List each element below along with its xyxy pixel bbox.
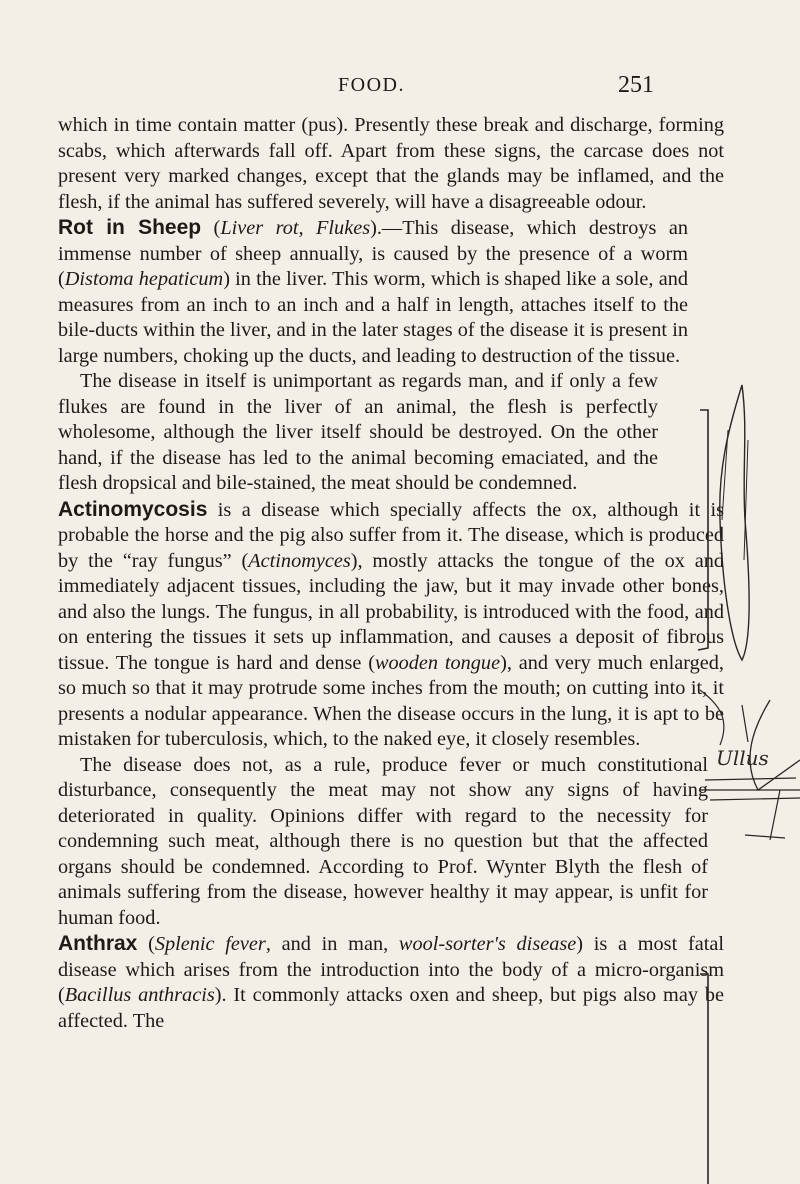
paragraph-rot-in-sheep: Rot in Sheep (Liver rot, Flukes).—This disease, which destroys an immense number of sheep annually, is caused by the presence of a worm (Distoma hepaticum) in the liver. This worm, which is shaped like a sole, and measures from an inch to an inch and a half in length, attaches itself to the bile-ducts within the liver, and in the later stages of the disease it is present in large numbers, choking up the ducts, and leading to destruction of the tissue. [58,216,689,367]
page-header [0,72,800,102]
body-text [58,113,724,1034]
rot-species: Distoma hepaticum [64,268,224,290]
section-heading-anthrax: Anthrax [58,932,138,955]
anthrax-alt-b: wool-sorter's disease [398,933,577,955]
section-heading-rot: Rot in Sheep [58,216,202,239]
rot-alt-names: Liver rot, Flukes [220,217,371,239]
paragraph-glands: which in time contain matter (pus). Presently these break and discharge, forming scabs, which afterwards fall off. Apart from these signs, the carcase does not present very marked changes, except that the glands may be inflamed, and the flesh, if the animal has suffered severely, will have a disagreeable odour. [58,114,724,213]
paragraph-actinomycosis-meat: The disease does not, as a rule, produce fever or much constitutional disturbance, consequently the meat may not show any signs of having deteriorated in quality. Opinions differ with regard to the necessity for condemning such meat, although there is no question but that the affected organs should be condemned. According to Prof. Wynter Blyth the flesh of animals suffering from the disease, however healthy it may appear, is unfit for human food. [58,753,708,929]
paragraph-rot-consequences: The disease in itself is unimportant as regards man, and if only a few flukes are found in the liver of an animal, the flesh is perfectly wholesome, although the liver itself should be destroyed. On the other hand, if the disease has led to the animal becoming emaciated, and the flesh dropsical and bile-stained, the meat should be condemned. [58,370,658,494]
fluke-drawing-lower [750,700,800,790]
anthrax-alt-a: Splenic fever [154,933,266,955]
paragraph-anthrax: Anthrax (Splenic fever, and in man, wool-sorter's disease) is a most fatal disease which arises from the introduction into the body of a micro-organism (Bacillus anthracis). It commonly attacks oxen and sheep, but pigs also may be affected. The [58,932,724,1032]
bacillus-term: Bacillus anthracis [64,984,215,1006]
section-heading-actinomycosis: Actinomycosis [58,497,208,521]
running-head: FOOD. [338,74,405,96]
page-number: 251 [618,72,654,98]
handwritten-word: Ullus [716,746,769,770]
actinomyces-term: Actinomyces [248,549,351,572]
fluke-drawing [720,385,749,660]
paragraph-actinomycosis: Actinomycosis is a disease which specially affects the ox, although it is probable the horse and the pig also suffer from it. The disease, which is produced by the “ray fungus” (Actinomyces), mostly attacks the tongue of the ox and immediately adjacent tissues, including the jaw, but it may invade other bones, and also the lungs. The fungus, in all probability, is introduced with the food, and on entering the tissues it sets up inflammation, and causes a deposit of fibrous tissue. The tongue is hard and dense (wooden tongue), and very much enlarged, so much so that it may protrude some inches from the mouth; on cutting into it, it presents a nodular appearance. When the disease occurs in the lung, it is apt to be mistaken for tuberculosis, which, to the naked eye, it closely resembles. [58,497,724,750]
wooden-tongue-term: wooden tongue [374,651,501,674]
